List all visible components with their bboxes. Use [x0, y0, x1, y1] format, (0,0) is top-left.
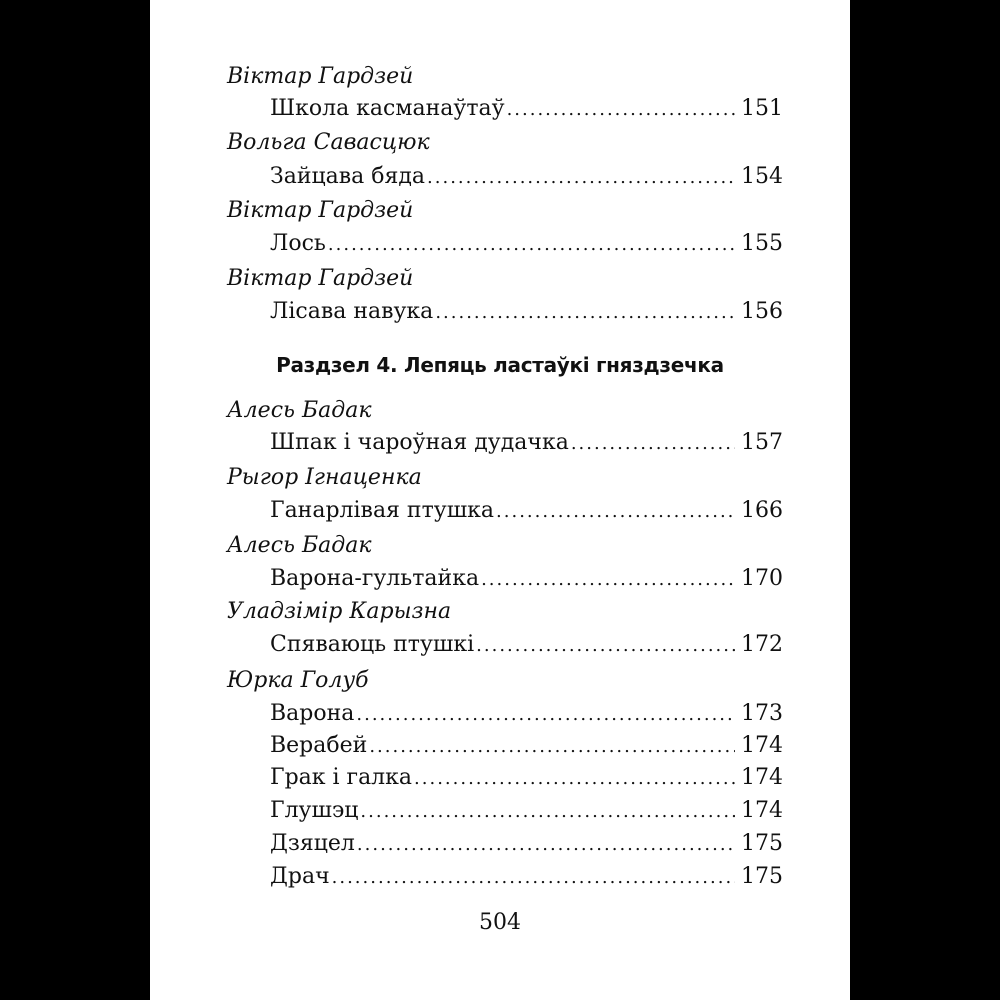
toc-entry[interactable] — [270, 862, 783, 893]
dot-leader — [328, 230, 735, 260]
toc-entry[interactable] — [270, 630, 783, 661]
toc-entry[interactable] — [270, 564, 783, 595]
entry-page-number: 170 — [741, 566, 783, 591]
dot-leader — [414, 764, 735, 794]
entry-page-number: 175 — [741, 831, 783, 856]
toc-entry[interactable] — [270, 829, 783, 860]
author-name: Алесь Бадак — [227, 533, 372, 558]
dot-leader — [427, 163, 735, 193]
entry-title: Грак і галка — [270, 765, 413, 790]
toc-entry[interactable] — [270, 496, 783, 527]
toc-entry[interactable] — [270, 699, 783, 730]
dot-leader — [369, 732, 735, 762]
entry-page-number: 156 — [741, 299, 783, 324]
entry-page-number: 172 — [741, 632, 783, 657]
entry-title: Верабей — [270, 733, 368, 758]
author-name: Алесь Бадак — [227, 398, 372, 423]
entry-page-number: 157 — [741, 430, 783, 455]
page-number: 504 — [479, 910, 521, 935]
dot-leader — [507, 95, 735, 125]
book-page — [150, 0, 850, 1000]
author-name: Юрка Голуб — [227, 668, 369, 693]
dot-leader — [356, 700, 735, 730]
dot-leader — [435, 298, 735, 328]
entry-page-number: 151 — [741, 96, 783, 121]
entry-title: Лісава навука — [270, 299, 434, 324]
entry-page-number: 174 — [741, 733, 783, 758]
author-name: Віктар Гардзей — [227, 64, 414, 89]
entry-title: Дзяцел — [270, 831, 355, 856]
toc-entry[interactable] — [270, 796, 783, 827]
section-heading: Раздзел 4. Лепяць ластаўкі гняздзечка — [276, 353, 724, 377]
toc-entry[interactable] — [270, 162, 783, 193]
dot-leader — [332, 863, 735, 893]
dot-leader — [476, 631, 735, 661]
author-name: Віктар Гардзей — [227, 198, 414, 223]
entry-page-number: 155 — [741, 231, 783, 256]
author-name: Уладзімір Карызна — [227, 599, 452, 624]
entry-title: Зайцава бяда — [270, 164, 426, 189]
dot-leader — [571, 429, 735, 459]
dot-leader — [360, 797, 735, 827]
toc-entry[interactable] — [270, 731, 783, 762]
entry-title: Школа касманаўтаў — [270, 96, 505, 121]
entry-title: Драч — [270, 864, 330, 889]
dot-leader — [496, 497, 735, 527]
toc-entry[interactable] — [270, 297, 783, 328]
entry-title: Спяваюць птушкі — [270, 632, 475, 657]
entry-page-number: 174 — [741, 765, 783, 790]
toc-entry[interactable] — [270, 763, 783, 794]
entry-page-number: 154 — [741, 164, 783, 189]
toc-entry[interactable] — [270, 229, 783, 260]
entry-title: Варона-гультайка — [270, 566, 480, 591]
dot-leader — [481, 565, 735, 595]
entry-page-number: 166 — [741, 498, 783, 523]
entry-page-number: 175 — [741, 864, 783, 889]
entry-title: Шпак і чароўная дудачка — [270, 430, 569, 455]
toc-entry[interactable] — [270, 94, 783, 125]
entry-title: Варона — [270, 701, 355, 726]
toc-entry[interactable] — [270, 428, 783, 459]
dot-leader — [357, 830, 735, 860]
author-name: Віктар Гардзей — [227, 266, 414, 291]
author-name: Рыгор Ігнаценка — [227, 465, 422, 490]
author-name: Вольга Савасцюк — [227, 130, 430, 155]
entry-title: Ганарлівая птушка — [270, 498, 495, 523]
entry-page-number: 173 — [741, 701, 783, 726]
entry-page-number: 174 — [741, 798, 783, 823]
entry-title: Глушэц — [270, 798, 359, 823]
entry-title: Лось — [270, 231, 326, 256]
